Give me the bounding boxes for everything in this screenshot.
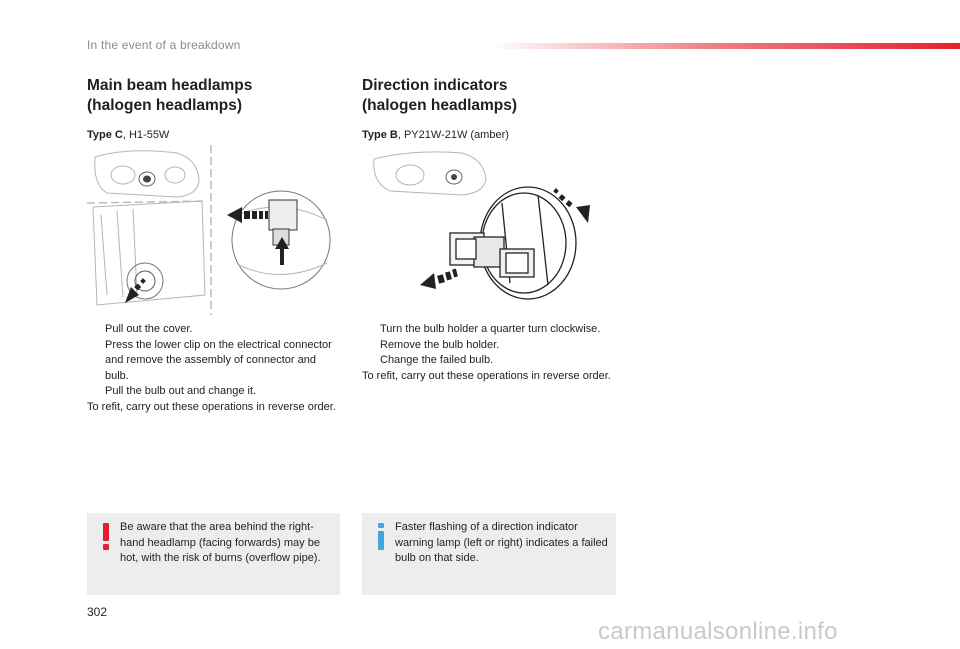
warning-exclamation-icon (97, 521, 115, 551)
step-item: Change the failed bulb. (380, 354, 494, 367)
step-item: Remove the bulb holder. (380, 338, 500, 351)
direction-indicator-type: Type B, PY21W-21W (amber) (362, 129, 509, 141)
main-beam-title: Main beam headlamps (halogen headlamps) (87, 77, 253, 114)
refit-instruction: To refit, carry out these operations in reverse order. (362, 369, 611, 382)
warning-note (87, 513, 340, 595)
step-item: Pull out the cover. (105, 323, 193, 335)
info-icon (372, 521, 390, 551)
main-beam-illustration (87, 145, 337, 315)
direction-indicator-illustration (362, 145, 592, 305)
header-accent-bar (490, 43, 960, 49)
chapter-title: In the event of a breakdown (87, 38, 241, 52)
watermark: carmanualsonline.info (598, 618, 838, 645)
main-beam-type: Type C, H1-55W (87, 129, 170, 141)
info-note (362, 513, 616, 595)
main-beam-steps (87, 322, 342, 416)
step-item: Press the lower clip on the electrical connector and remove the assembly of connector and bulb. (105, 338, 332, 382)
main-beam-section (87, 76, 337, 141)
info-note-text: Faster flashing of a direction indicator warning lamp (left or right) indicates a failed bulb on that side. (395, 521, 608, 565)
warning-note-text: Be aware that the area behind the right-hand headlamp (facing forwards) may be hot, with the risk of burns (overflow pipe). (120, 521, 321, 565)
direction-indicator-section (362, 76, 612, 141)
direction-indicator-title: Direction indicators (halogen headlamps) (362, 77, 518, 114)
step-item: Turn the bulb holder a quarter turn clockwise. (380, 323, 601, 335)
direction-indicator-steps (362, 322, 612, 384)
refit-instruction: To refit, carry out these operations in reverse order. (87, 400, 336, 413)
page-number: 302 (87, 605, 108, 619)
step-item: Pull the bulb out and change it. (105, 385, 257, 398)
